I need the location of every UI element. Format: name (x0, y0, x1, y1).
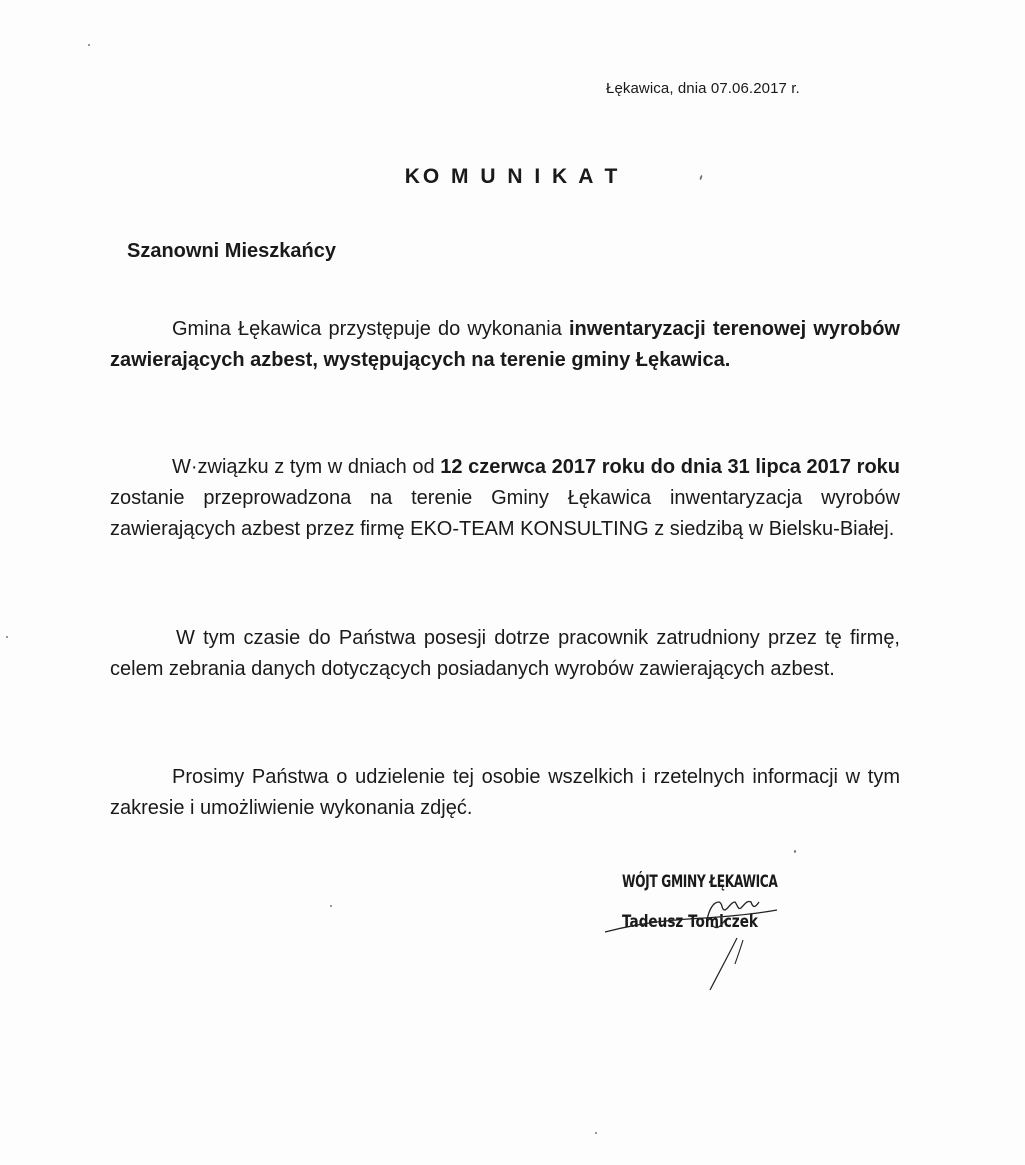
stamp-name: Tadeusz Tomiczek (622, 912, 758, 932)
paragraph-2-intro: W·związku z tym w dniach od (172, 456, 435, 478)
handwritten-signature (595, 880, 805, 1000)
paragraph-inventory-announcement (110, 314, 900, 376)
document-title: KO M U N I K A T (404, 165, 621, 188)
scan-speck (595, 1132, 597, 1134)
paragraph-worker-visit (110, 623, 900, 685)
paragraph-2-dates: 12 czerwca 2017 roku do dnia 31 lipca 2017 roku (440, 456, 900, 478)
paragraph-3-text: W tym czasie do Państwa posesji dotrze pracownik zatrudniony przez tę firmę, celem zebrania danych dotyczących posiadanych wyrobów zawierających azbest. (110, 627, 900, 680)
paragraph-2-rest: zostanie przeprowadzona na terenie Gminy Łękawica inwentaryzacja wyrobów zawierających azbest przez firmę EKO-TEAM KONSULTING z siedzibą w Bielsku-Białej. (110, 487, 900, 540)
paragraph-4-text: Prosimy Państwa o udzielenie tej osobie wszelkich i rzetelnych informacji w tym zakresie i umożliwienie wykonania zdjęć. (110, 766, 900, 819)
scan-speck (88, 44, 90, 46)
paragraph-request (110, 762, 900, 824)
paragraph-1-bold: inwentaryzacji terenowej wyrobów zawierających azbest, występujących na terenie gminy Łękawica. (110, 318, 900, 371)
scan-speck (330, 905, 332, 907)
paragraph-1-text: Gmina Łękawica przystępuje do wykonania (172, 318, 562, 340)
scan-speck (6, 636, 8, 638)
paragraph-dates (110, 452, 900, 545)
stamp-title: WÓJT GMINY ŁĘKAWICA (622, 872, 778, 892)
scan-speck (794, 850, 796, 853)
greeting: Szanowni Mieszkańcy (127, 240, 336, 262)
date-line: Łękawica, dnia 07.06.2017 r. (606, 80, 800, 97)
